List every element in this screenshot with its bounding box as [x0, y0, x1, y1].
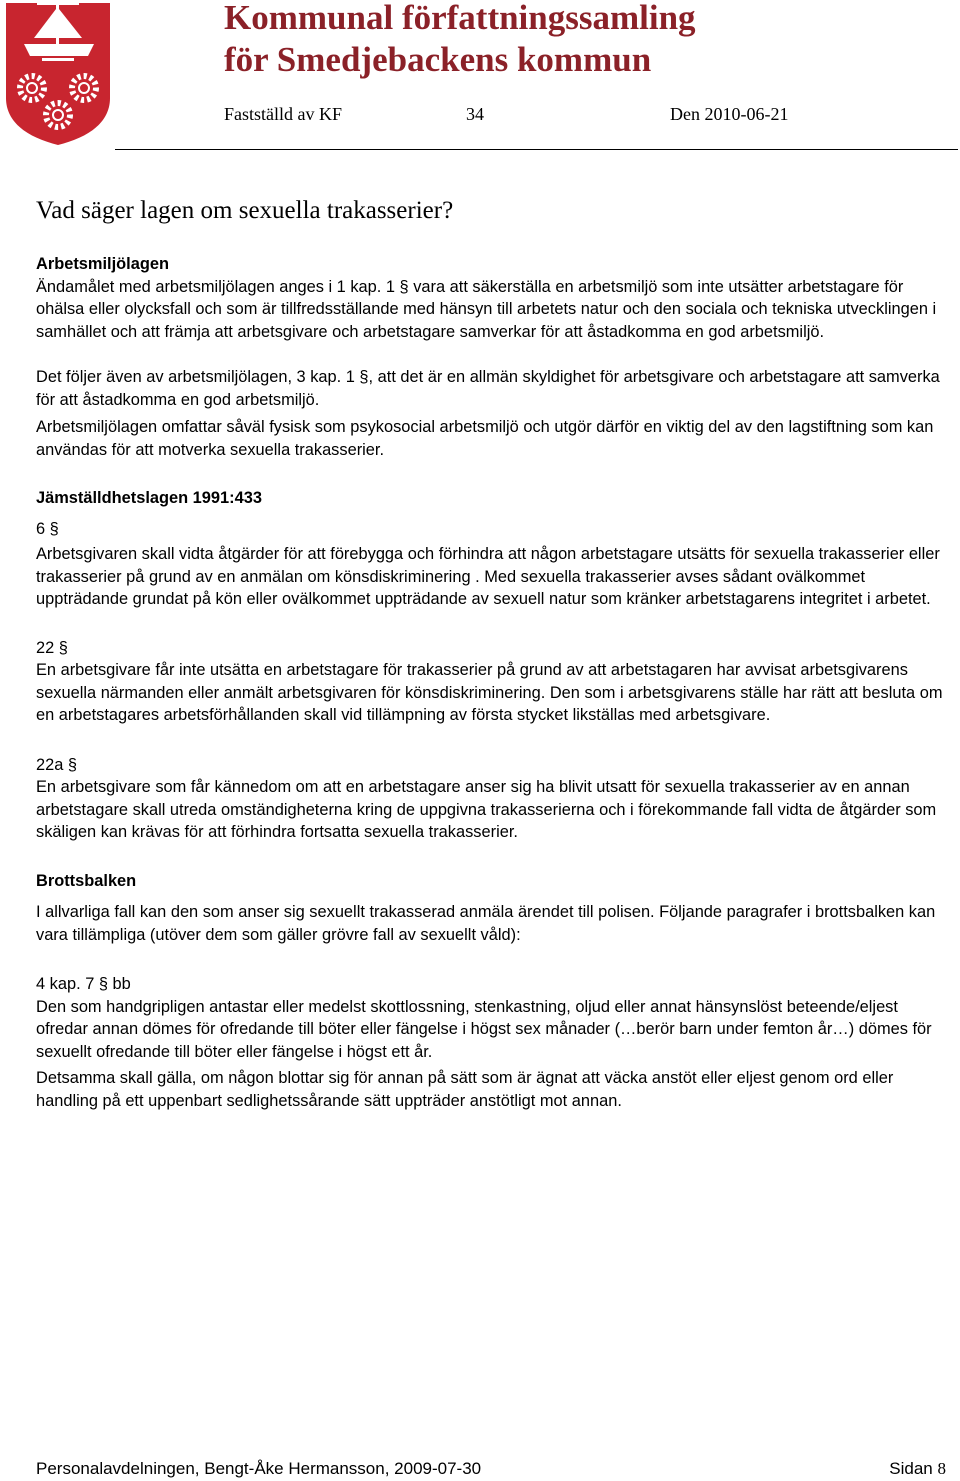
page-number: 8: [937, 1459, 946, 1478]
document-number: 34: [466, 104, 484, 124]
page-footer: [36, 1457, 946, 1481]
paragraph-22a-label: 22a §: [36, 755, 78, 774]
page-label: Sidan: [889, 1459, 933, 1478]
publication-title-line1: Kommunal författningssamling: [224, 0, 696, 37]
section-heading-brottsbalken: Brottsbalken: [36, 871, 137, 890]
paragraph-22a-text: En arbetsgivare som får kännedom om att en arbetstagare anser sig ha blivit utsatt för sexuella trakasserier av en annan arbetstagare skall utreda omständigheterna kring de uppgivna trakasserierna och i förekommande fall vidta de åtgärder som skäligen kan krävas för att förhindra fortsatta sexuella trakasserier.: [36, 778, 937, 841]
paragraph-22-label: 22 §: [36, 638, 68, 657]
footer-author: Personalavdelningen, Bengt-Åke Hermansson, 2009-07-30: [36, 1459, 482, 1478]
adopted-by: Fastställd av KF: [224, 104, 343, 124]
brottsbalken-intro: I allvarliga fall kan den som anser sig sexuellt trakasserad anmäla ärendet till polisen. Följande paragrafer i brottsbalken kan vara tillämpliga (utöver dem som gäller grövre fall av sexuellt våld):: [36, 903, 936, 944]
paragraph-6-label: 6 §: [36, 519, 59, 538]
brottsbalken-reference-label: 4 kap. 7 § bb: [36, 975, 131, 993]
publication-title: [224, 0, 944, 81]
document-title: Vad säger lagen om sexuella trakasserier?: [36, 197, 454, 224]
section-heading-jamstalldhetslagen: Jämställdhetslagen 1991:433: [36, 489, 262, 507]
arbetsmiljo-paragraph-3: Arbetsmiljölagen omfattar såväl fysisk som psykosocial arbetsmiljö och utgör därför en viktig del av den lagstiftning som kan användas för att motverka sexuella trakasserier.: [36, 418, 934, 459]
arbetsmiljo-paragraph-2: Det följer även av arbetsmiljölagen, 3 kap. 1 §, att det är en allmän skyldighet för arbetsgivare och arbetstagare att samverka för att åstadkomma en god arbetsmiljö.: [36, 368, 940, 409]
section-heading-arbetsmiljolagen: Arbetsmiljölagen: [36, 255, 169, 273]
municipal-crest-logo: [2, 0, 114, 146]
brottsbalken-reference-text-2: Detsamma skall gälla, om någon blottar sig för annan på sätt som är ägnat att väcka anstöt eller eljest genom ord eller handling på ett uppenbart sedlighetssårande sätt uppträder anstötligt mot annan.: [36, 1069, 894, 1110]
paragraph-22-text: En arbetsgivare får inte utsätta en arbetstagare för trakasserier på grund av att arbetstagaren har avvisat arbetsgivarens sexuella närmanden eller anmält arbetsgivaren för könsdiskriminering. Den som i arbetsgivarens ställe har rätt att besluta om en arbetstagares arbetsförhållanden skall vid tillämpning av första stycket likställas med arbetsgivare.: [36, 661, 943, 724]
page-indicator: [889, 1457, 946, 1481]
document-date: Den 2010-06-21: [670, 104, 789, 124]
brottsbalken-reference-text: Den som handgripligen antastar eller medelst skottlossning, stenkastning, oljud eller annat hänsynslöst beteende/eljest ofredar annan dömes för ofredande till böter eller fängelse i högst sex månader (…berör barn under femton år…) dömes för sexuellt ofredande till böter eller fängelse i högst ett år.: [36, 997, 932, 1061]
document-body: [36, 253, 948, 1112]
publication-title-line2: för Smedjebackens kommun: [224, 40, 652, 79]
arbetsmiljo-paragraph-1: Ändamålet med arbetsmiljölagen anges i 1 kap. 1 § vara att säkerställa en arbetsmiljö som inte utsätter arbetstagare för ohälsa eller olycksfall och som är tillfredsställande med hänsyn till arbetets natur och den sociala och tekniska utvecklingen i samhället och att främja att arbetsgivare och arbetstagare samverkar för att åstadkomma en god arbetsmiljö.: [36, 277, 937, 341]
header-divider: [115, 149, 958, 150]
paragraph-6-text: Arbetsgivaren skall vidta åtgärder för att förebygga och förhindra att någon arbetstagare utsätts för sexuella trakasserier eller trakasserier på grund av en anmälan om könsdiskriminering . Med sexuella trakasserier avses sådant ovälkommet uppträdande grundat på kön eller ovälkommet uppträdande av sexuell natur som kränker arbetstagarens integritet i arbetet.: [36, 545, 940, 608]
